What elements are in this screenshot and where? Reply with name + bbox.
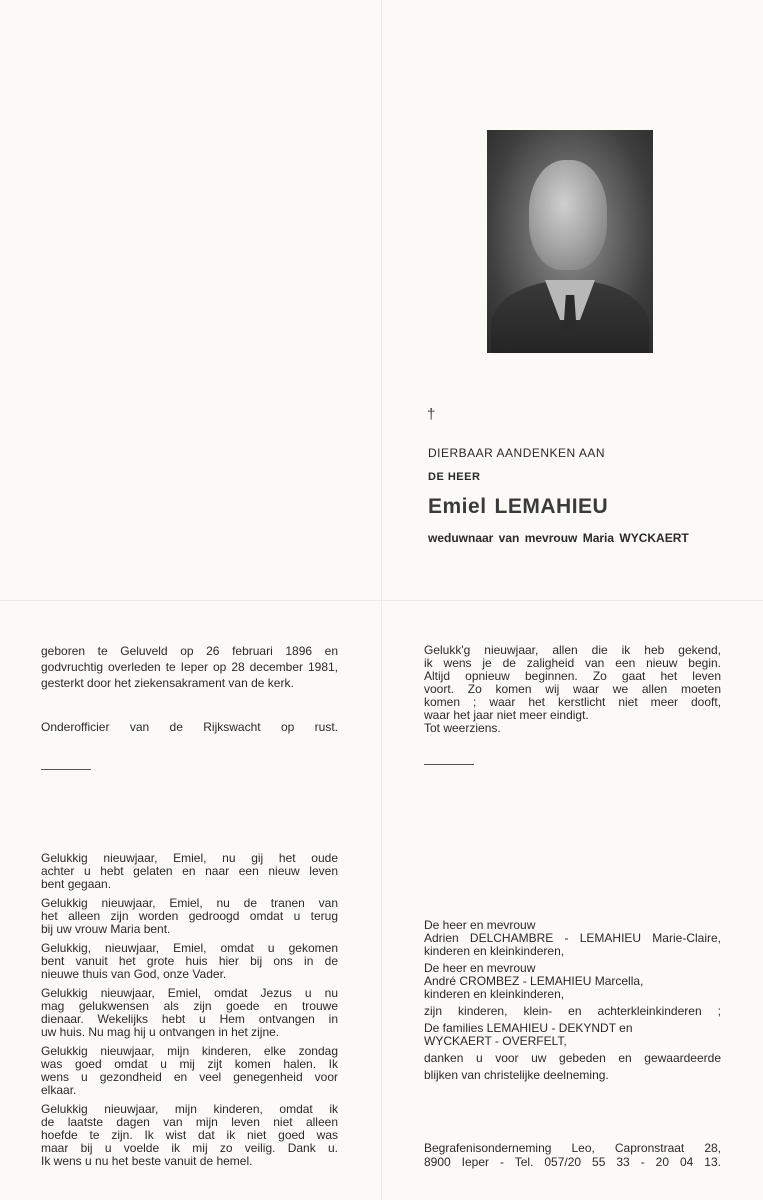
stanza-line: Gelukkig nieuwjaar, mijn kinderen, elke zondag — [41, 1044, 338, 1058]
stanza — [41, 1045, 338, 1097]
honorific: DE HEER — [428, 471, 481, 483]
portrait-head — [529, 160, 607, 270]
fold-line-horizontal — [0, 600, 763, 601]
stanza-line: Gelukkig nieuwjaar, Emiel, nu de tranen van — [41, 896, 338, 910]
family-line: danken u voor uw gebeden en gewaardeerde — [424, 1051, 721, 1065]
stanza-line: bij uw vrouw Maria bent. — [41, 922, 171, 936]
stanza-line: was goed omdat u mij zijt komen halen. Ik — [41, 1057, 338, 1071]
family-line: André CROMBEZ - LEMAHIEU Marcella, — [424, 974, 644, 988]
stanza-line: Gelukkig nieuwjaar, mijn kinderen, omdat ik — [41, 1102, 338, 1116]
stanza-line: de laatste dagen van mijn leven niet alleen — [41, 1115, 338, 1129]
stanza-line: nieuwe thuis van God, onze Vader. — [41, 967, 227, 981]
poem-line: komen ; waar het kerstlicht niet meer dooft, — [424, 695, 721, 709]
poem-line: Tot weerziens. — [424, 721, 501, 735]
family-line: De heer en mevrouw — [424, 961, 536, 975]
undertaker-line: Begrafenisonderneming Leo, Capronstraat 28, — [424, 1141, 721, 1155]
stanza — [41, 897, 338, 936]
family-acknowledgement — [424, 919, 721, 1082]
stanza-line: Ik wens u nu het beste vanuit de hemel. — [41, 1154, 253, 1168]
poem-line: Gelukk'g nieuwjaar, allen die ik heb gekend, — [424, 643, 721, 657]
memorial-heading: DIERBAAR AANDENKEN AAN — [428, 446, 606, 460]
family-line: De families LEMAHIEU - DEKYNDT en — [424, 1021, 633, 1035]
deceased-name — [428, 495, 608, 519]
divider-left — [41, 769, 91, 770]
family-line: blijken van christelijke deelneming. — [424, 1068, 609, 1082]
stanzas — [41, 852, 338, 1174]
family-line: Adrien DELCHAMBRE - LEMAHIEU Marie-Claire, — [424, 931, 721, 945]
stanza-line: bent vanuit het grote huis hier bij ons in de — [41, 954, 338, 968]
stanza — [41, 852, 338, 891]
undertaker-info — [424, 1141, 721, 1169]
poem-line: ik wens je de zaligheid van een nieuw begin. — [424, 656, 721, 670]
rank-text: Onderofficier van de Rijkswacht op rust. — [41, 720, 338, 734]
widow-line: weduwnaar van mevrouw Maria WYCKAERT — [428, 531, 689, 545]
family-line: De heer en mevrouw — [424, 918, 536, 932]
stanza-line: Gelukkig, nieuwjaar, Emiel, omdat u gekomen — [41, 941, 338, 955]
family-line: zijn kinderen, klein- en achterkleinkinderen ; — [424, 1004, 721, 1018]
surname: LEMAHIEU — [494, 495, 609, 518]
stanza-line: het alleen zijn worden gedroogd omdat u terug — [41, 909, 338, 923]
stanza-line: maar bij u voelde ik mij zo veilig. Dank u. — [41, 1141, 338, 1155]
stanza — [41, 987, 338, 1039]
stanza-line: elkaar. — [41, 1083, 77, 1097]
stanza-line: wens u gezondheid en veel genegenheid voor — [41, 1070, 338, 1084]
stanza-line: bent gegaan. — [41, 877, 112, 891]
stanza — [41, 1103, 338, 1168]
portrait-photo — [487, 130, 653, 353]
family-line: kinderen en kleinkinderen, — [424, 944, 565, 958]
cross-symbol: † — [427, 406, 436, 423]
stanza-line: mag gelukwensen als zijn goede en trouwe — [41, 999, 338, 1013]
stanza-line: achter u hebt gelaten en naar een nieuw leven — [41, 864, 338, 878]
stanza — [41, 942, 338, 981]
stanza-line: Gelukkig nieuwjaar, Emiel, nu gij het oude — [41, 851, 338, 865]
stanza-line: hoefde te zijn. Ik wist dat ik niet goed was — [41, 1128, 338, 1142]
undertaker-line: 8900 Ieper - Tel. 057/20 55 33 - 20 04 13. — [424, 1155, 721, 1169]
poem-line: Altijd opnieuw beginnen. Zo gaat het leven — [424, 669, 721, 683]
family-line: kinderen en kleinkinderen, — [424, 987, 565, 1001]
family-line: WYCKAERT - OVERFELT, — [424, 1034, 567, 1048]
first-name: Emiel — [428, 495, 487, 518]
stanza-line: Gelukkig nieuwjaar, Emiel, omdat Jezus u nu — [41, 986, 338, 1000]
poem-line: voort. Zo komen wij waar we allen moeten — [424, 682, 721, 696]
birth-death-text: geboren te Geluveld op 26 februari 1896 en godvruchtig overleden te Ieper op 28 december 1981, gesterkt door het ziekensakrament van de kerk. — [41, 644, 338, 690]
stanza-line: dienaar. Wekelijks hebt u Hem ontvangen in — [41, 1012, 338, 1026]
divider-right — [424, 764, 474, 765]
new-year-poem — [424, 644, 721, 735]
stanza-line: uw huis. Nu mag hij u ontvangen in het zijne. — [41, 1025, 280, 1039]
poem-line: waar het jaar niet meer eindigt. — [424, 708, 589, 722]
